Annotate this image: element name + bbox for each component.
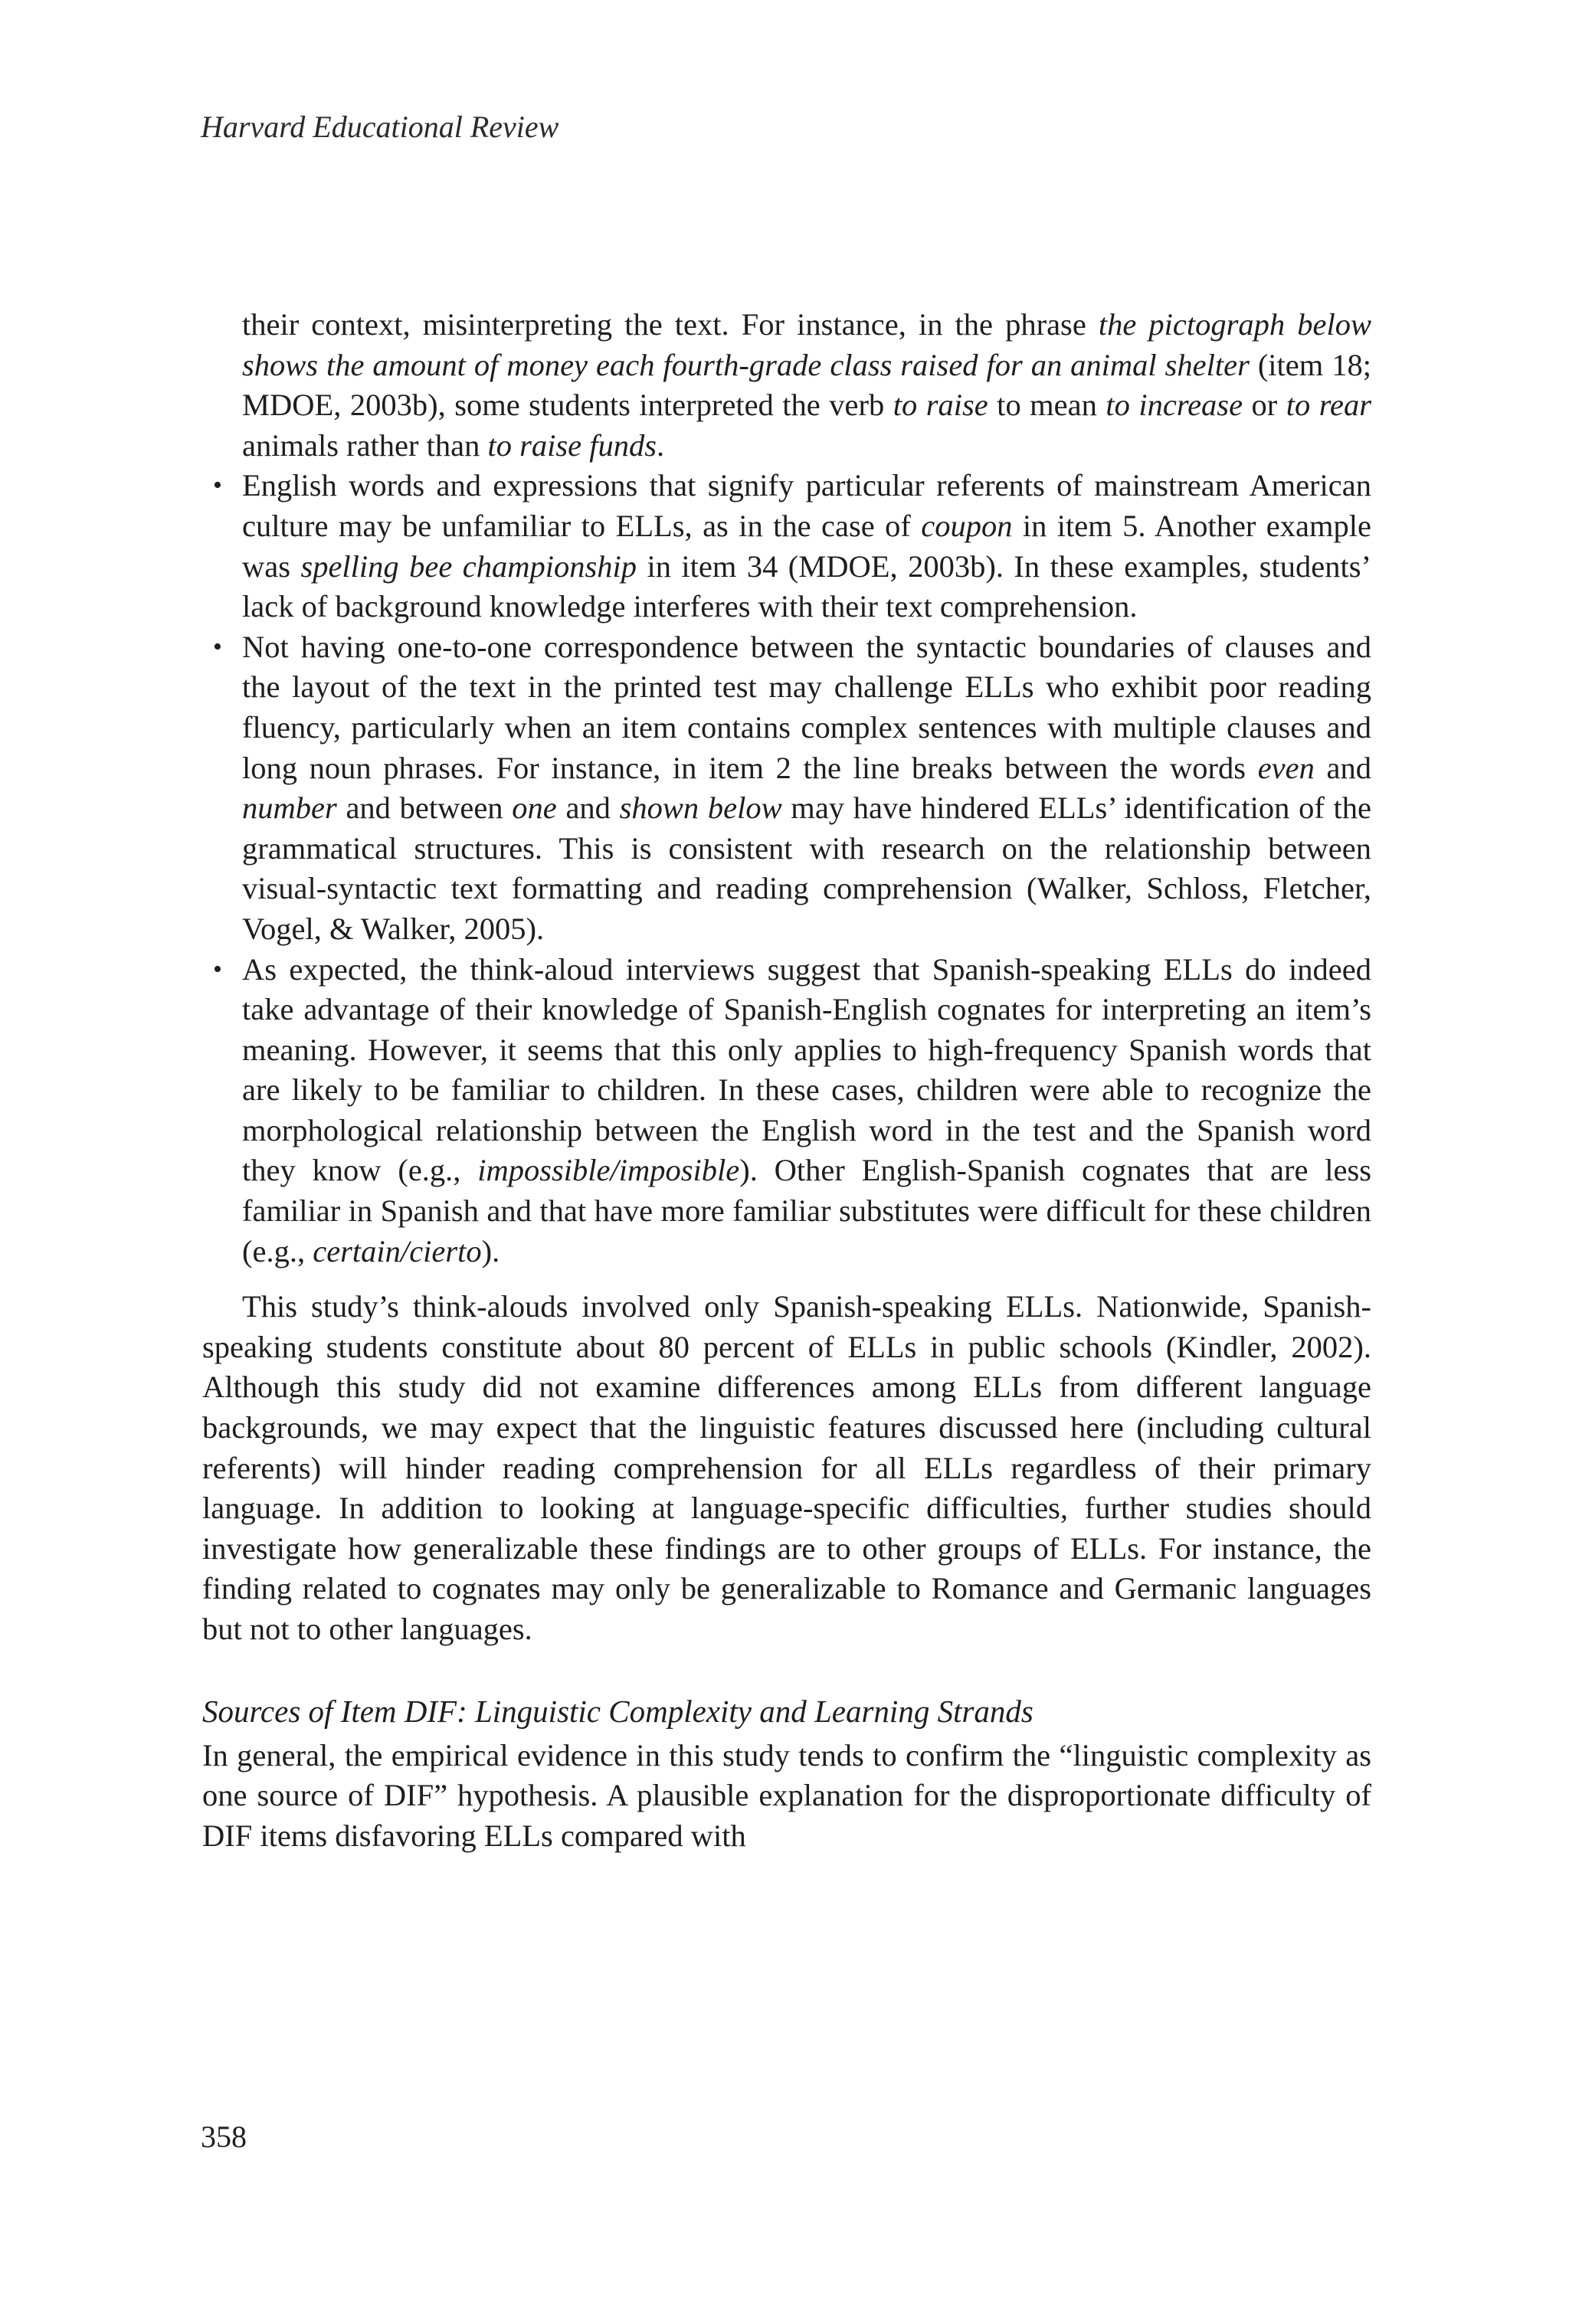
bullet-icon: • bbox=[213, 632, 222, 661]
bullet-continuation-paragraph bbox=[202, 305, 1371, 466]
italic-run: even bbox=[1257, 750, 1315, 785]
section-heading: Sources of Item DIF: Linguistic Complexity and Learning Strands bbox=[202, 1693, 1033, 1729]
text-run: (item 18; MDOE, 2003b), some students interpreted the verb bbox=[242, 347, 1371, 423]
bullet-icon: • bbox=[213, 471, 222, 500]
italic-run: to increase bbox=[1106, 388, 1243, 423]
bullet-item-cognates bbox=[202, 950, 1371, 1272]
body-paragraph: This study’s think-alouds involved only Spanish-speaking ELLs. Nationwide, Spanish-speaking students constitute about 80 percent of ELLs in public schools (Kindler, 2002). Although this study did not examine differences among ELLs from different language backgrounds, we may expect that the linguistic features discussed here (including cultural referents) will hinder reading comprehension for all ELLs regardless of their primary language. In addition to looking at language-specific difficulties, further studies should investigate how generalizable these findings are to other groups of ELLs. For instance, the finding related to cognates may only be generalizable to Romance and Germanic languages but not to other languages. bbox=[202, 1289, 1371, 1646]
italic-run: impossible/imposible bbox=[477, 1153, 740, 1188]
text-run: ). Other English-Spanish cognates that are less familiar in Spanish and that have more familiar substitutes were difficult for these children (e.g., bbox=[242, 1153, 1371, 1268]
italic-run: number bbox=[242, 790, 337, 826]
italic-run: to raise funds bbox=[487, 427, 657, 463]
bullet-item-syntactic-boundaries bbox=[202, 627, 1371, 950]
italic-run: shown below bbox=[619, 790, 782, 826]
section-paragraph: In general, the empirical evidence in this study tends to confirm the “linguistic complexity as one source of DIF” hypothesis. A plausible explanation for the disproportionate difficulty of DIF items disfavoring ELLs compared with bbox=[202, 1737, 1371, 1853]
text-run: English words and expressions that signify particular referents of mainstream American culture may be unfamiliar to ELLs, as in the case of bbox=[242, 468, 1371, 543]
italic-run: coupon bbox=[921, 508, 1013, 543]
text-run: . bbox=[657, 427, 665, 463]
page-number: 358 bbox=[201, 2119, 247, 2154]
running-head: Harvard Educational Review bbox=[201, 110, 559, 144]
bullet-icon: • bbox=[213, 954, 222, 984]
text-run: and bbox=[1314, 750, 1371, 785]
italic-run: spelling bee championship bbox=[300, 548, 637, 584]
text-run: and bbox=[556, 790, 620, 826]
text-run: and between bbox=[336, 790, 513, 826]
text-run: in item 34 (MDOE, 2003b). In these examples, students’ lack of background knowledge interferes with their text comprehension. bbox=[242, 548, 1371, 624]
text-run: their context, misinterpreting the text. For instance, in the phrase bbox=[242, 307, 1099, 342]
text-run: in item 5. Another example was bbox=[242, 508, 1371, 584]
body-text bbox=[202, 305, 1371, 1856]
text-run: As expected, the think-aloud interviews suggest that Spanish-speaking ELLs do indeed take advantage of their knowledge of Spanish-English cognates for interpreting an item’s meaning. However, it seems that this only applies to high-frequency Spanish words that are likely to be familiar to children. In these cases, children were able to recognize the morphological relationship between the English word in the test and the Spanish word they know (e.g., bbox=[242, 951, 1371, 1188]
text-run: to mean bbox=[988, 388, 1106, 423]
bullet-list bbox=[202, 466, 1371, 1272]
bullet-item-cultural-referents bbox=[202, 466, 1371, 627]
italic-run: one bbox=[512, 790, 557, 826]
italic-run: certain/cierto bbox=[313, 1233, 482, 1268]
italic-run: to raise bbox=[893, 388, 988, 423]
italic-run: the pictograph below shows the amount of money each fourth-grade class raised for an animal shelter bbox=[242, 307, 1371, 382]
text-run: or bbox=[1243, 388, 1286, 423]
text-run: may have hindered ELLs’ identification of the grammatical structures. This is consistent with research on the relationship between visual-syntactic text formatting and reading comprehension (Walker, Schloss, Fletcher, Vogel, & Walker, 2005). bbox=[242, 790, 1371, 946]
italic-run: to rear bbox=[1286, 388, 1371, 423]
text-run: ). bbox=[481, 1233, 500, 1268]
text-run: Not having one-to-one correspondence between the syntactic boundaries of clauses and the layout of the text in the printed test may challenge ELLs who exhibit poor reading fluency, particularly when an item contains complex sentences with multiple clauses and long noun phrases. For instance, in item 2 the line breaks between the words bbox=[242, 629, 1371, 785]
text-run: animals rather than bbox=[242, 427, 488, 463]
